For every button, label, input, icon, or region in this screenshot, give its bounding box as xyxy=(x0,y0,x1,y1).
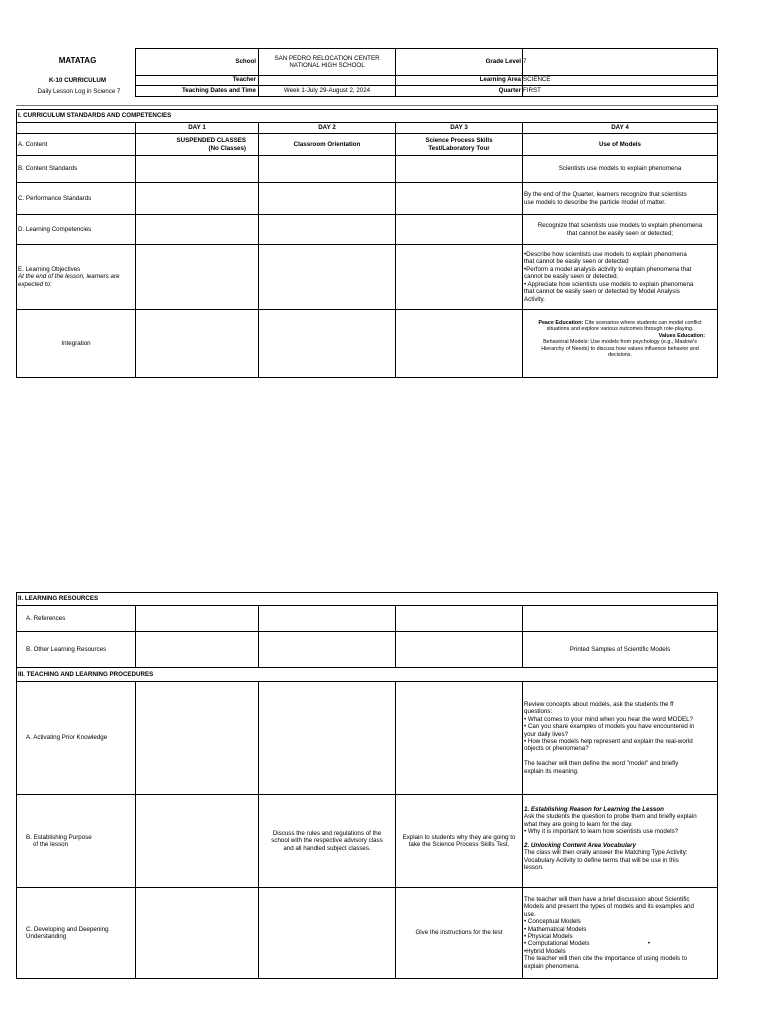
day4-performance-standards: By the end of the Quarter, learners recognize that scientists use models to describe the particle model of matter. xyxy=(524,191,687,206)
row-integration-label: Integration xyxy=(61,339,91,347)
section3-title: III. TEACHING AND LEARNING PROCEDURES xyxy=(18,670,154,678)
day2-content: Classroom Orientation xyxy=(293,140,361,148)
school-value: SAN PEDRO RELOCATION CENTER NATIONAL HIGH SCHOOL xyxy=(274,54,380,69)
row-learning-objectives-sublabel: At the end of the lesson, learners are expected to: xyxy=(18,273,120,288)
row-learning-objectives-label: E. Learning Objectives xyxy=(18,265,81,273)
row-activating-label: A. Activating Prior Knowledge xyxy=(26,734,108,742)
day4-activating: Review concepts about models, ask the students the ff questions: • What comes to your mind when you hear the word MODEL? • Can you share examples of models you have encountered in your daily lives? • How these models help represent and explain the real-world objects or phenomena? The teacher will then define the word "model" and briefly explain its meaning. xyxy=(524,700,695,775)
dates-value: Week 1-July 29-August 2, 2024 xyxy=(283,87,371,95)
day4-content: Use of Models xyxy=(599,140,641,148)
row-content-standards-label: B. Content Standards xyxy=(18,165,78,173)
establishing-reason-text: Ask the students the question to probe them and briefly explain what they are going to learn for the day. • Why it is important to learn how scientists use models? xyxy=(524,813,697,836)
peace-education-text: Cite scenarios where students can model conflict situations and explore various outcomes through role-playing. xyxy=(546,320,702,333)
day4-content-standards: Scientists use models to explain phenomena xyxy=(558,165,682,173)
day4-establishing xyxy=(524,806,717,872)
row-other-resources-label: B. Other Learning Resources xyxy=(26,645,107,653)
section2-title: II. LEARNING RESOURCES xyxy=(18,595,99,603)
grade-value: 7 xyxy=(523,58,527,66)
day3-header: DAY 3 xyxy=(450,123,468,131)
row-developing-label: C. Developing and Deepening Understanding xyxy=(26,925,109,940)
day4-learning-objectives: •Describe how scientists use models to explain phenomena that cannot be easily seen or detected •Perform a model analysis activity to explain phenomena that cannot be easily seen or detected. • Appreciate how scientists use models to explain phenomena that cannot be easily seen or detected by Model Analysis Activity. xyxy=(524,250,694,303)
day2-establishing: Discuss the rules and regulations of the school with the respective advisory class and all handled subject classes. xyxy=(271,829,383,852)
quarter-label: Quarter xyxy=(498,87,521,95)
day4-learning-competencies: Recognize that scientists use models to explain phenomena that cannot be easily seen or detected; xyxy=(537,222,703,237)
day1-header: DAY 1 xyxy=(188,123,206,131)
section1-title: I. CURRICULUM STANDARDS AND COMPETENCIES xyxy=(18,112,172,120)
row-establishing-label: B. Establishing Purpose of the lesson xyxy=(26,833,92,848)
area-value: SCIENCE xyxy=(523,76,551,84)
values-education-text: Behavioral Models: Use models from psychology (e.g., Maslow's Hierarchy of Needs) to discuss how values influence behavior and decisions. xyxy=(541,339,699,359)
quarter-value: FIRST xyxy=(523,87,541,95)
day2-header: DAY 2 xyxy=(318,123,336,131)
values-education-label: Values Education: xyxy=(658,332,705,339)
day4-developing: The teacher will then have a brief discussion about Scientific Models and present the types of models and its examples and use. • Conceptual Models • Mathematical Models • Physical Models • Computational Models • •Hybrid Models The teacher will then cite the importance of using models to explain phenomena. xyxy=(524,895,694,970)
day4-integration xyxy=(523,320,717,359)
area-label: Learning Area xyxy=(479,76,521,84)
vocabulary-heading: 2. Unlocking Content Area Vocabulary xyxy=(524,841,636,849)
row-performance-standards-label: C. Performance Standards xyxy=(18,194,92,202)
day3-developing: Give the instructions for the test xyxy=(415,929,503,937)
row-content-label: A. Content xyxy=(18,140,48,148)
row-references-label: A. References xyxy=(26,614,66,622)
day4-other-resources: Printed Samples of Scientific Models xyxy=(569,645,671,653)
teacher-label: Teacher xyxy=(232,76,256,84)
curriculum-label: K-10 CURRICULUM xyxy=(48,77,107,84)
dates-label: Teaching Dates and Time xyxy=(181,87,256,95)
log-title: Daily Lesson Log in Science 7 xyxy=(37,88,121,95)
doc-title: MATATAG xyxy=(58,56,97,65)
row-learning-competencies-label: D. Learning Competencies xyxy=(18,225,92,233)
day4-header: DAY 4 xyxy=(611,123,629,131)
day3-establishing: Explain to students why they are going to take the Science Process Skills Test. xyxy=(402,833,516,848)
grade-label: Grade Level xyxy=(485,58,521,66)
establishing-reason-heading: 1. Establishing Reason for Learning the Lesson xyxy=(524,806,664,813)
peace-education-label: Peace Education: xyxy=(538,320,584,326)
vocabulary-text: The class will then orally answer the Matching Type Activity: Vocabulary Activity to define terms that will be use in this lesson. xyxy=(524,849,688,872)
day3-content: Science Process Skills Test/Laboratory Tour xyxy=(425,137,493,152)
day1-content: SUSPENDED CLASSES (No Classes) xyxy=(176,137,246,152)
school-label: School xyxy=(235,58,256,66)
